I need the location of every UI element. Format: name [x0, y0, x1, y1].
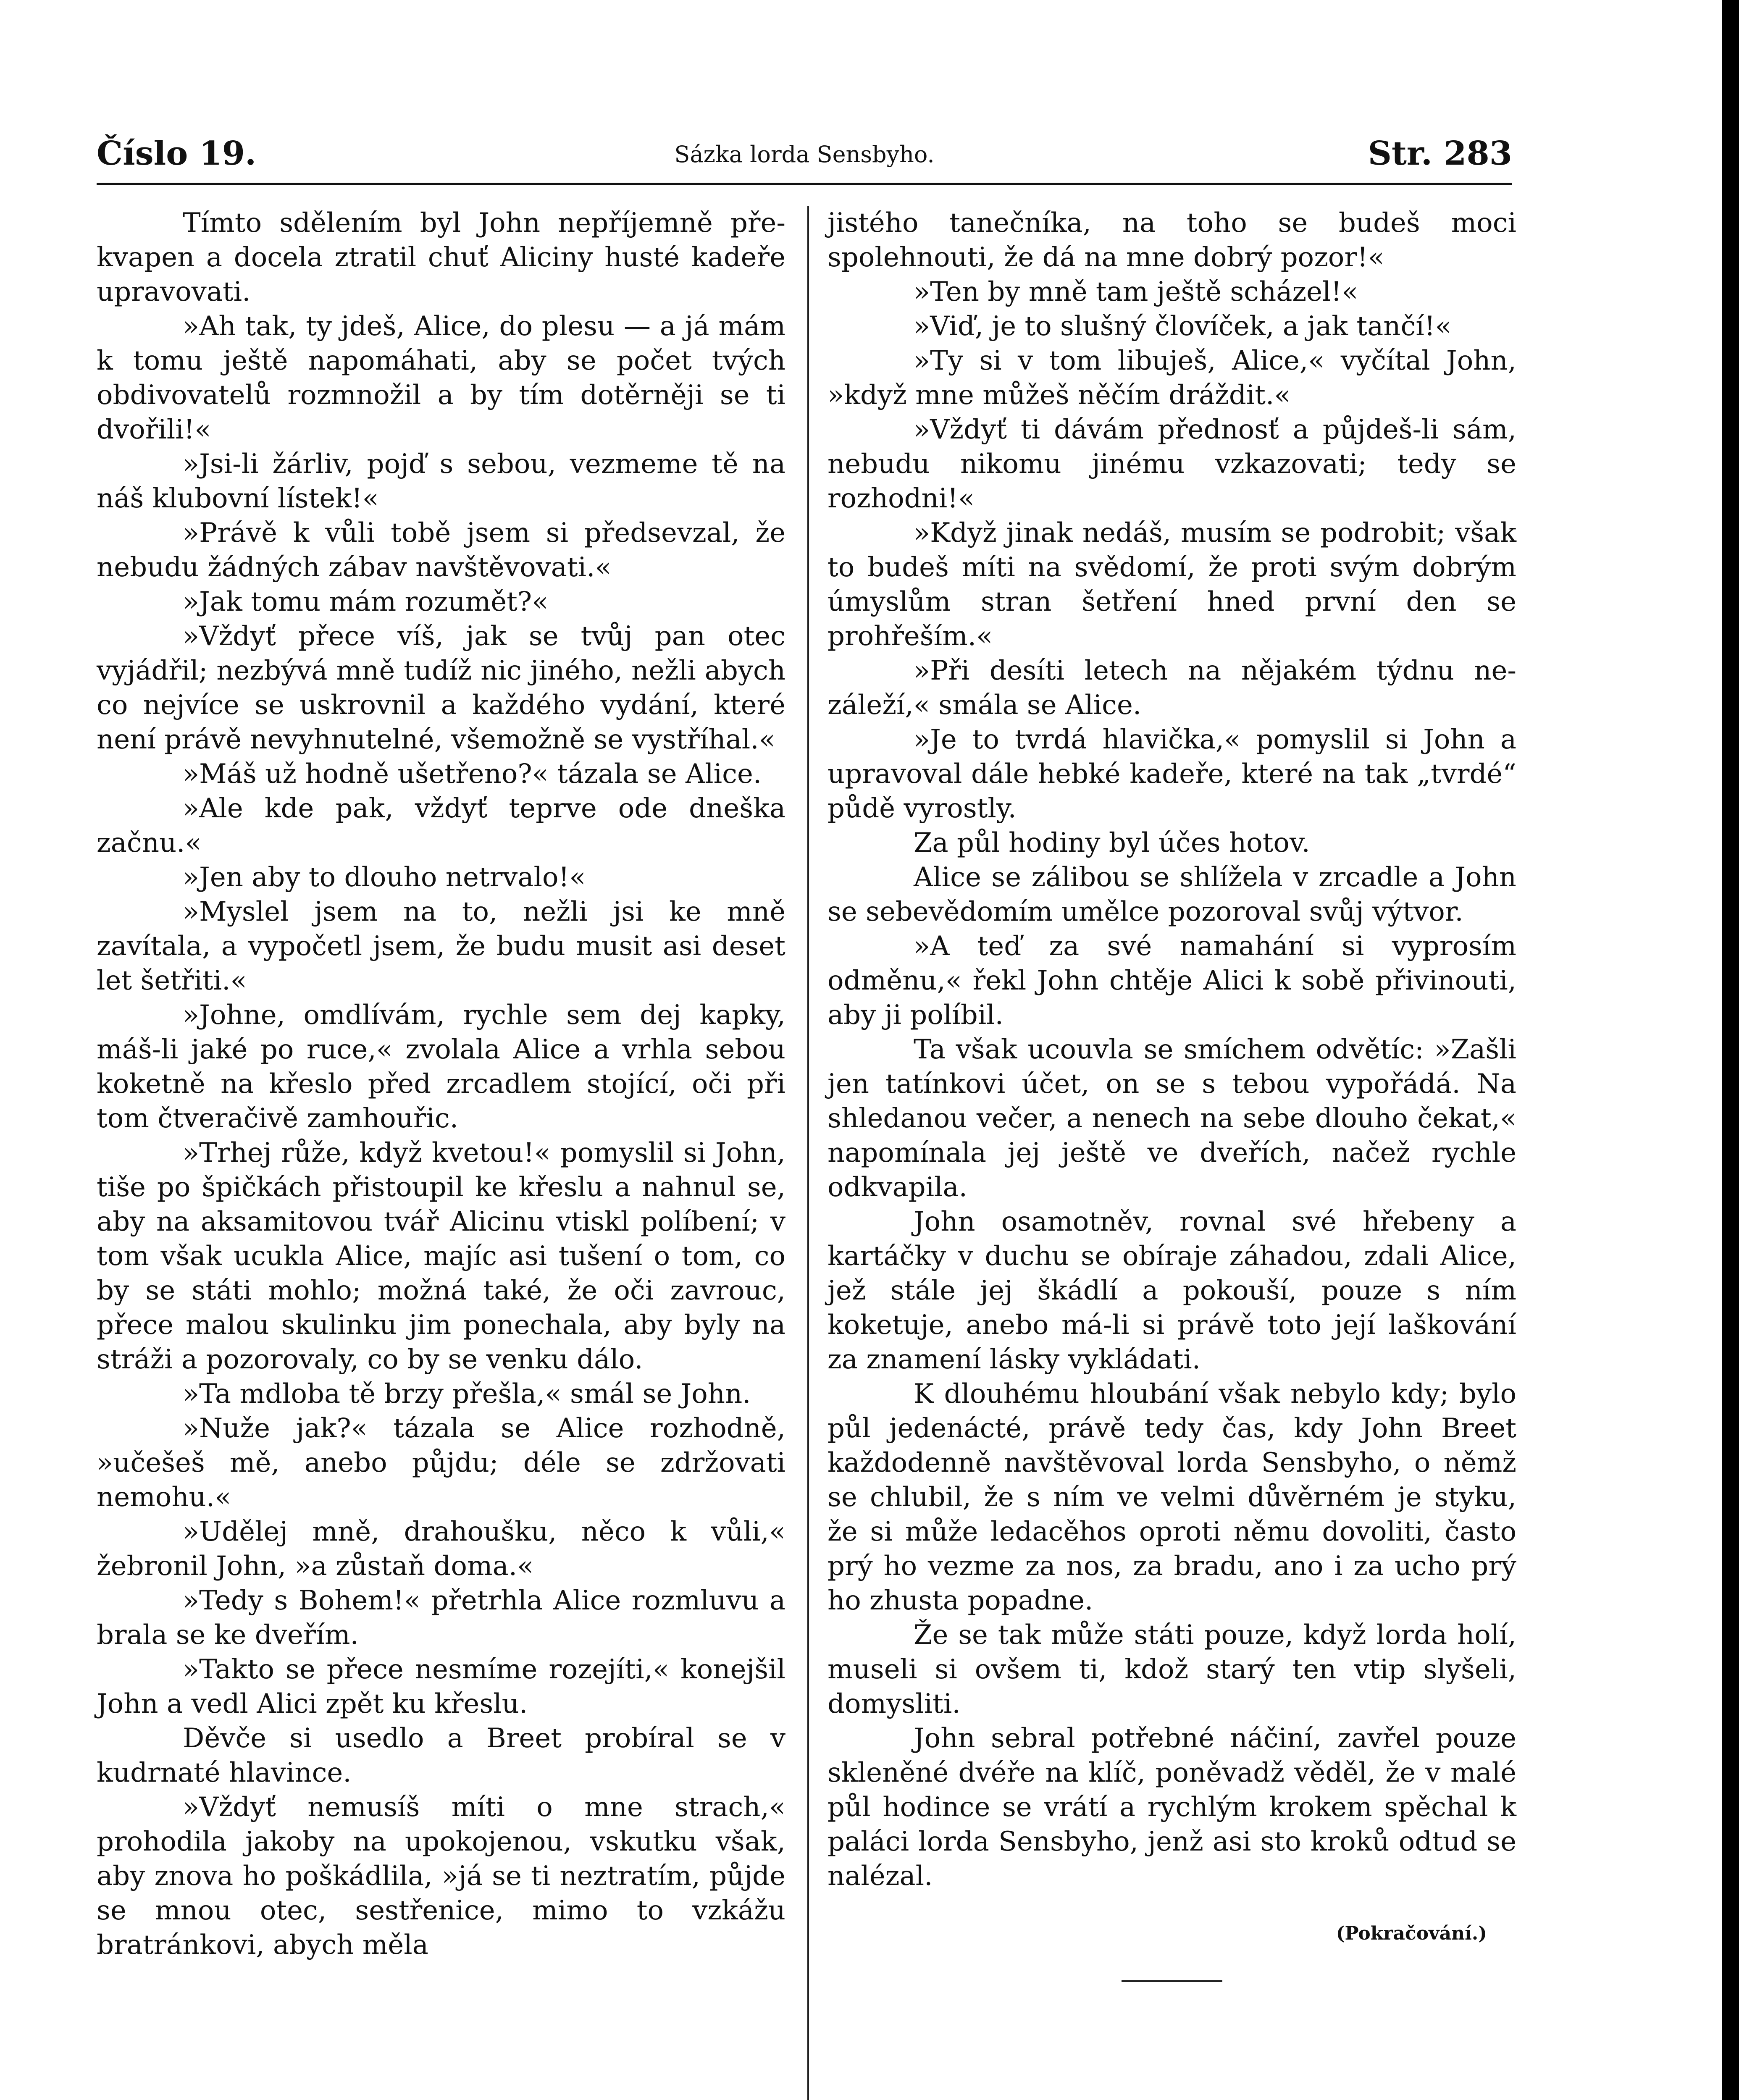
- paragraph: jistého tanečníka, na toho se budeš moci spolehnouti, že dá na mne dobrý pozor!«: [827, 207, 1516, 273]
- paragraph: Že se tak může státi pouze, když lorda holí, museli si ovšem ti, kdož starý ten vtip slyšeli, domysliti.: [827, 1620, 1516, 1719]
- paragraph: »A teď za své namahání si vyprosím odměnu,« řekl John chtěje Alici k sobě přivinouti, aby ji políbil.: [827, 931, 1516, 1031]
- header-rule: [97, 183, 1512, 185]
- continuation-note: (Pokračování.): [1336, 1923, 1487, 1944]
- paragraph: Tímto sdělením byl John nepříjemně překvapen a docela ztratil chuť Aliciny husté kadeře upravovati.: [97, 207, 785, 307]
- paragraph: »Viď, je to slušný človíček, a jak tančí!«: [914, 311, 1452, 342]
- paragraph: Děvče si usedlo a Breet probíral se v kudrnaté hlavince.: [97, 1723, 785, 1788]
- paragraph: Ta však ucouvla se smíchem odvětíc: »Zašli jen tatínkovi účet, on se s tebou vypořádá. Na shledanou večer, a nenech na sebe dlouho čekat,« napomínala jej ještě ve dveřích, načež rychle odkvapila.: [827, 1034, 1516, 1203]
- paragraph: »Ale kde pak, vždyť teprve ode dneška začnu.«: [97, 793, 785, 858]
- paragraph: »Takto se přece nesmíme rozejíti,« konejšil John a vedl Alici zpět ku křeslu.: [97, 1654, 785, 1719]
- page-header: [97, 134, 1512, 181]
- paragraph: »Vždyť nemusíš míti o mne strach,« prohodila jakoby na upokojenou, vskutku však, aby znova ho poškádlila, »já se ti neztratím, půjde se mnou otec, sestřenice, mimo to vzkážu bratránkovi, abych měla: [97, 1792, 785, 1961]
- paragraph: »Nuže jak?« tázala se Alice rozhodně, »učešeš mě, anebo půjdu; déle se zdržovati nemohu.«: [97, 1413, 785, 1513]
- page-number: Str. 283: [1368, 134, 1512, 173]
- paragraph: Za půl hodiny byl účes hotov.: [914, 827, 1310, 858]
- paragraph: »Myslel jsem na to, nežli jsi ke mně zavítala, a vypočetl jsem, že budu musit asi deset let šetřiti.«: [97, 896, 785, 996]
- paragraph: »Vždyť ti dávám přednosť a půjdeš-li sám, nebudu nikomu jinému vzkazovati; tedy se rozhodni!«: [827, 414, 1516, 514]
- running-title: Sázka lorda Sensbyho.: [674, 141, 935, 168]
- paragraph: »Při desíti letech na nějakém týdnu nezáleží,« smála se Alice.: [827, 655, 1516, 721]
- paragraph: Alice se zálibou se shlížela v zrcadle a John se sebevědomím umělce pozoroval svůj výtvor.: [827, 862, 1516, 927]
- paragraph: »Máš už hodně ušetřeno?« tázala se Alice.: [183, 759, 762, 790]
- paragraph: John osamotněv, rovnal své hřebeny a kartáčky v duchu se obíraje záhadou, zdali Alice, jež stále jej škádlí a pokouší, pouze s ním koketuje, anebo má-li si právě toto její laškování za znamení lásky vykládati.: [827, 1206, 1516, 1375]
- paragraph: »Trhej růže, když kvetou!« pomyslil si John, tiše po špičkách přistoupil ke křeslu a nahnul se, aby na aksamitovou tvář Alicinu vtiskl políbení; v tom však ucukla Alice, majíc asi tušení o tom, co by se státi mohlo; možná také, že oči zavrouc, přece malou skulinku jim ponechala, aby byly na stráži a pozorovaly, co by se venku dálo.: [97, 1137, 785, 1375]
- paragraph: »Vždyť přece víš, jak se tvůj pan otec vyjádřil; nezbývá mně tudíž nic jiného, nežli abych co nejvíce se uskrovnil a každého vydání, které není právě nevyhnutelné, všemožně se vystříhal.«: [97, 621, 785, 755]
- paragraph: K dlouhému hloubání však nebylo kdy; bylo půl jedenácté, právě tedy čas, kdy John Breet každodenně navštěvoval lorda Sensbyho, o němž se chlubil, že s ním ve velmi důvěrném je styku, že si může ledacěhos oproti němu dovoliti, často prý ho vezme za nos, za bradu, ano i za ucho prý ho zhusta popadne.: [827, 1378, 1516, 1616]
- paragraph: »Udělej mně, drahoušku, něco k vůli,« žebronil John, »a zůstaň doma.«: [97, 1516, 785, 1582]
- paragraph: »Ah tak, ty jdeš, Alice, do plesu — a já mám k tomu ještě napomáhati, aby se počet tvých obdivovatelů rozmnožil a by tím dotěrněji se ti dvořili!«: [97, 311, 785, 445]
- paragraph: »Jen aby to dlouho netrvalo!«: [183, 862, 586, 893]
- scan-edge-right: [1722, 0, 1739, 2100]
- right-column: [827, 206, 1516, 1982]
- paragraph: »Když jinak nedáš, musím se podrobit; však to budeš míti na svědomí, že proti svým dobrým úmyslům stran šetření hned první den se prohřeším.«: [827, 517, 1516, 652]
- paragraph: »Ten by mně tam ještě scházel!«: [914, 276, 1358, 307]
- paragraph: John sebral potřebné náčiní, zavřel pouze skleněné dvéře na klíč, poněvadž věděl, že v malé půl hodince se vrátí a rychlým krokem spěchal k paláci lorda Sensbyho, jenž asi sto kroků odtud se nalézal.: [827, 1723, 1516, 1892]
- end-rule: [1122, 1980, 1222, 1982]
- column-divider: [807, 206, 809, 2100]
- paragraph: »Jak tomu mám rozumět?«: [183, 586, 549, 617]
- issue-number: Číslo 19.: [97, 134, 257, 173]
- paragraph: »Ta mdloba tě brzy přešla,« smál se John.: [183, 1378, 751, 1410]
- paragraph: »Je to tvrdá hlavička,« pomyslil si John a upravoval dále hebké kadeře, které na tak „tvrdé“ půdě vyrostly.: [827, 724, 1516, 824]
- paragraph: »Právě k vůli tobě jsem si předsevzal, že nebudu žádných zábav navštěvovati.«: [97, 517, 785, 583]
- paragraph: »Jsi-li žárliv, pojď s sebou, vezmeme tě na náš klubovní lístek!«: [97, 449, 785, 514]
- left-column: [97, 206, 785, 1962]
- paragraph: »Tedy s Bohem!« přetrhla Alice rozmluvu a brala se ke dveřím.: [97, 1585, 785, 1651]
- paragraph: »Ty si v tom libuješ, Alice,« vyčítal John, »když mne můžeš něčím dráždit.«: [827, 345, 1516, 411]
- paragraph: »Johne, omdlívám, rychle sem dej kapky, máš-li jaké po ruce,« zvolala Alice a vrhla sebou koketně na křeslo před zrcadlem stojící, oči při tom čtveračivě zamhouřic.: [97, 1000, 785, 1134]
